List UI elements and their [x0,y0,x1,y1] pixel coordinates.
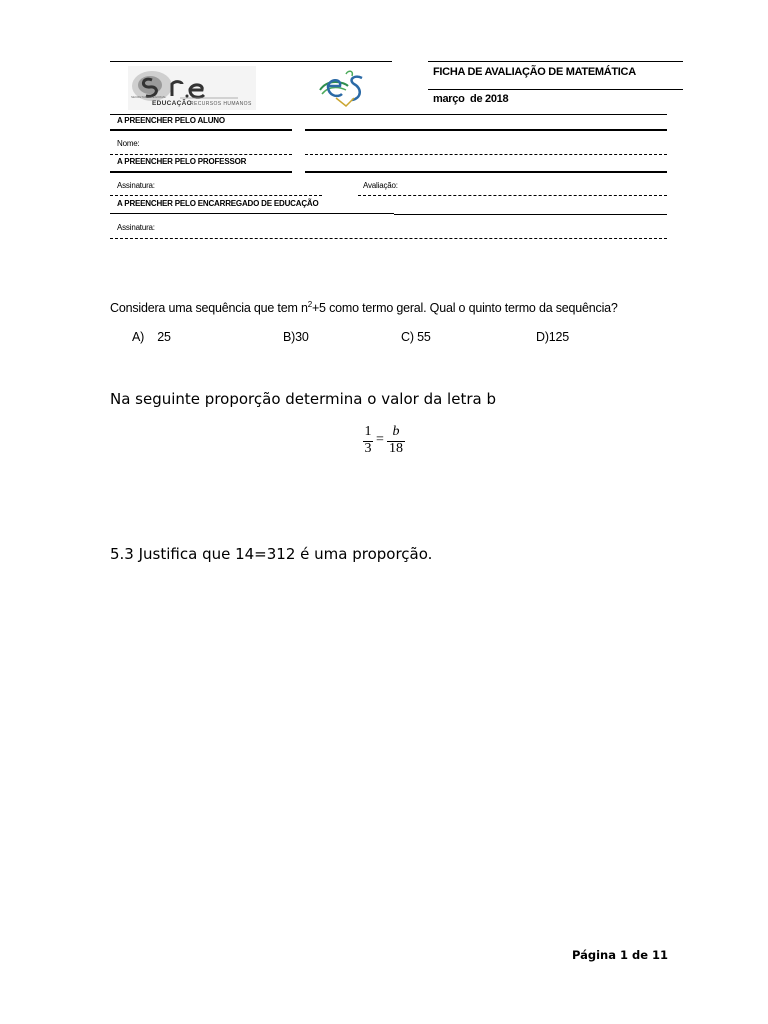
student-rule-left [110,129,292,131]
teacher-rule-right [305,171,667,173]
worksheet-date: março de 2018 [433,93,509,105]
fraction-right-numerator: b [392,424,400,439]
header-title-rule [428,89,683,90]
guardian-rule-left [110,213,394,214]
guardian-section-label: A PREENCHER PELO ENCARREGADO DE EDUCAÇÃO [117,199,319,208]
sre-logo-subtitle-rh: RECURSOS HUMANOS [190,101,252,107]
name-label: Nome: [117,139,140,148]
evaluation-field[interactable] [358,195,667,196]
teacher-signature-field[interactable] [110,195,322,196]
sre-logo-subtitle-edu: EDUCAÇÃO [152,100,192,107]
evaluation-label: Avaliação: [363,181,398,190]
page-number: Página 1 de 11 [572,948,669,962]
fraction-left-numerator: 1 [364,424,372,439]
teacher-rule-left [110,171,292,173]
fraction-right-denominator: 18 [389,441,403,456]
teacher-section-label: A PREENCHER PELO PROFESSOR [117,157,247,166]
teacher-signature-label: Assinatura: [117,181,155,190]
question1-text-after: +5 como termo geral. Qual o quinto termo da sequência? [311,301,618,316]
option-d[interactable]: D)125 [536,330,570,344]
sre-logo [128,66,256,110]
guardian-rule-right [394,214,667,215]
student-section-label: A PREENCHER PELO ALUNO [117,116,225,125]
student-rule-right [305,129,667,131]
sre-logo-subtitle-small: SECRETARIA REGIONAL [131,95,167,99]
header-top-rule-left [110,61,392,62]
es-logo [318,68,370,108]
equals-sign: = [376,432,384,447]
question2-text: Na seguinte proporção determina o valor da letra b [110,390,496,408]
option-b[interactable]: B)30 [283,330,309,344]
name-field-left[interactable] [110,154,292,155]
option-a[interactable]: A) 25 [132,330,171,344]
fraction-left-denominator: 3 [364,441,372,456]
question1-text-before: Considera uma sequência que tem n [110,301,308,316]
question1-superscript: 2 [307,300,312,309]
guardian-signature-field[interactable] [110,238,667,239]
worksheet-title: FICHA DE AVALIAÇÃO DE MATEMÁTICA [433,66,636,78]
question3-text: 5.3 Justifica que 14=312 é uma proporção. [110,545,433,563]
guardian-signature-label: Assinatura: [117,223,155,232]
header-top-rule-right [428,61,683,62]
header-bottom-rule [110,114,667,115]
question1-text [110,300,618,315]
option-c[interactable]: C) 55 [401,330,431,344]
es-logo-graphic [318,68,370,108]
name-field-right[interactable] [305,154,667,155]
